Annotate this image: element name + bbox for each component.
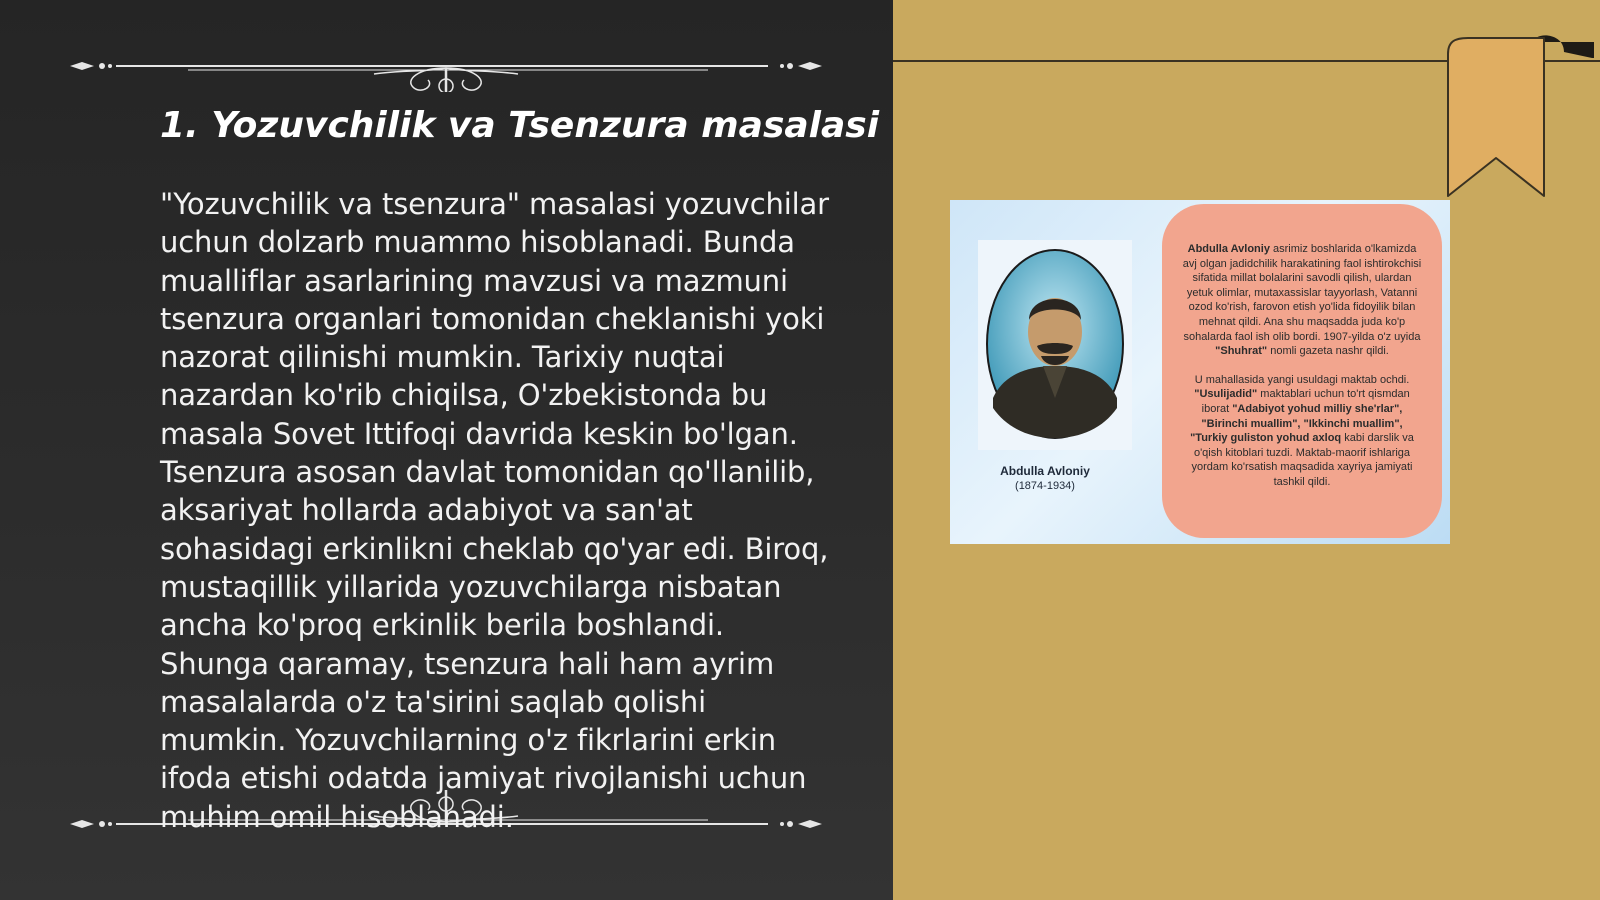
body-text: "Yozuvchilik va tsenzura" masalasi yozuvchilar uchun dolzarb muammo hisoblanadi. Bunda mualliflar asarlarining mavzusi va mazmuni tsenzura organlari tomonidan cheklanishi yoki nazorat qilinishi mumkin. Tarixiy nuqtai nazardan ko'rib chiqilsa, O'zbekistonda bu masala Sovet Ittifoqi davrida keskin bo'lgan. Tsenzura asosan davlat tomonidan qo'llanilib, aksariyat hollarda adabiyot va san'at sohasidagi erkinlikni cheklab qo'yar edi. Biroq, mustaqillik yillarida yozuvchilarga nisbatan ancha ko'proq erkinlik berila boshlandi. Shunga qaramay, tsenzura hali ham ayrim masalalarda o'z ta'sirini saqlab qolishi mumkin. Yozuvchilarning o'z fikrlarini erkin ifoda etishi odatda jamiyat rivojlanishi uchun muhim omil hisoblanadi. bbox=[160, 187, 829, 834]
portrait-image bbox=[985, 248, 1125, 440]
top-ornament-divider bbox=[68, 42, 824, 92]
person-name: Abdulla Avloniy bbox=[1000, 464, 1090, 478]
bio-card bbox=[1162, 204, 1442, 538]
bookmark-icon bbox=[1434, 34, 1594, 199]
bio-paragraph-1: Abdulla Avloniy asrimiz boshlarida o'lkamizda avj olgan jadidchilik harakatining faol ishtirokchisi sifatida millat bolalarini savodli qilish, ulardan yetuk olimlar, mutaxassislar tayyorlash, Vatanni ozod ko'rish, farovon etish yo'lida fidoyilik bilan mehnat qildi. Ana shu maqsadda juda ko'p sohalarda faol ish olib bordi. 1907-yilda o'z uyida "Shuhrat" nomli gazeta nashr qildi. bbox=[1182, 243, 1422, 358]
bio-paragraph-2: U mahallasida yangi usuldagi maktab ochdi. "Usulijadid" maktablari uchun to'rt qismdan iborat "Adabiyot yohud milliy she'rlar", "Birinchi muallim", "Ikkinchi muallim", "Turkiy guliston yohud axloq kabi darslik va o'qish kitoblari tuzdi. Maktab-maorif ishlariga yordam ko'rsatish maqsadida xayriya jamiyati tashkil qildi. bbox=[1190, 373, 1414, 488]
slide-title: 1. Yozuvchilik va Tsenzura masalasi bbox=[160, 105, 880, 146]
person-years: (1874-1934) bbox=[1015, 480, 1075, 492]
avloniy-figure bbox=[950, 200, 1450, 544]
portrait-frame bbox=[978, 240, 1132, 450]
bio-name: Abdulla Avloniy bbox=[1187, 243, 1270, 255]
